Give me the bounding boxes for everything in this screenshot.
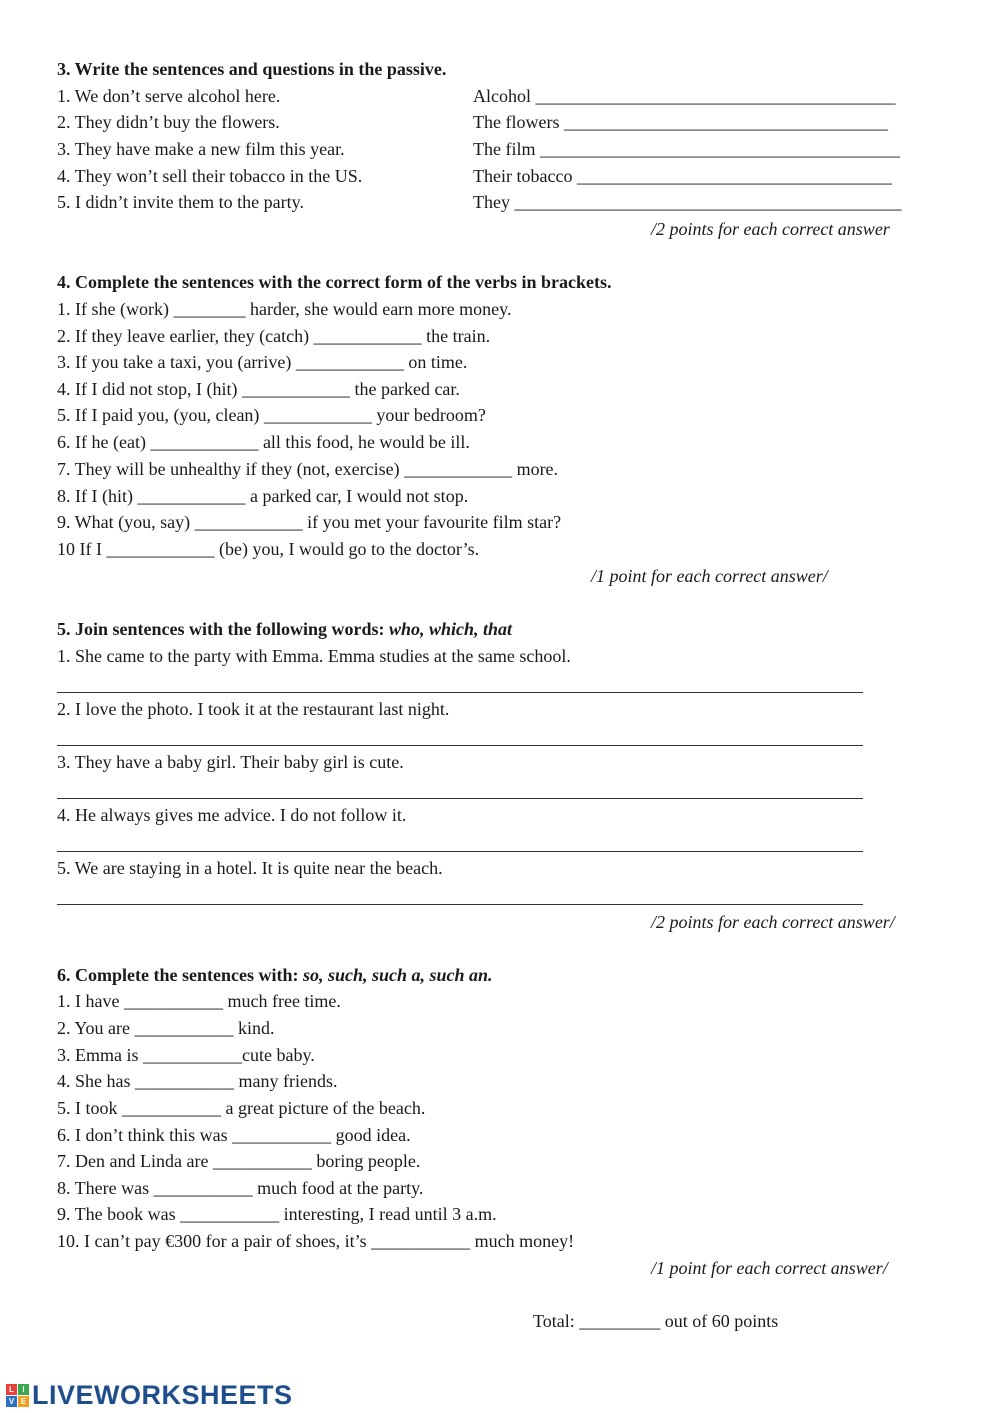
logo-mark-icon: [6, 1384, 29, 1407]
passive-sentence-4: 4. They won’t sell their tobacco in the US.: [57, 166, 363, 186]
logo-letter-i: I: [18, 1384, 29, 1395]
join-answer-line-4[interactable]: [57, 851, 863, 852]
so-such-item-2[interactable]: 2. You are ___________ kind.: [57, 1018, 275, 1038]
section-5-title: [57, 618, 512, 640]
join-item-5: 5. We are staying in a hotel. It is quite near the beach.: [57, 858, 443, 878]
conditional-item-3[interactable]: 3. If you take a taxi, you (arrive) ____________ on time.: [57, 352, 468, 372]
section-5-title-text: 5. Join sentences with the following words:: [57, 619, 389, 639]
passive-answer-3[interactable]: The film ________________________________________: [473, 139, 900, 159]
conditional-item-2[interactable]: 2. If they leave earlier, they (catch) ____________ the train.: [57, 326, 491, 346]
passive-answer-4[interactable]: Their tobacco ___________________________________: [473, 166, 892, 186]
passive-answer-1[interactable]: Alcohol ________________________________________: [473, 86, 896, 106]
conditional-item-5[interactable]: 5. If I paid you, (you, clean) ____________ your bedroom?: [57, 405, 486, 425]
logo-letter-v: V: [6, 1396, 17, 1407]
passive-sentence-3: 3. They have make a new film this year.: [57, 139, 345, 159]
conditional-item-10[interactable]: 10 If I ____________ (be) you, I would go to the doctor’s.: [57, 539, 480, 559]
join-item-1: 1. She came to the party with Emma. Emma studies at the same school.: [57, 646, 571, 666]
join-answer-line-1[interactable]: [57, 692, 863, 693]
section-5-title-words: who, which, that: [389, 619, 513, 639]
passive-sentence-5: 5. I didn’t invite them to the party.: [57, 192, 304, 212]
join-answer-line-2[interactable]: [57, 745, 863, 746]
join-answer-line-3[interactable]: [57, 798, 863, 799]
join-item-2: 2. I love the photo. I took it at the restaurant last night.: [57, 699, 450, 719]
conditional-item-9[interactable]: 9. What (you, say) ____________ if you met your favourite film star?: [57, 512, 562, 532]
join-item-4: 4. He always gives me advice. I do not follow it.: [57, 805, 407, 825]
so-such-item-8[interactable]: 8. There was ___________ much food at the party.: [57, 1178, 424, 1198]
so-such-item-6[interactable]: 6. I don’t think this was ___________ good idea.: [57, 1125, 411, 1145]
conditional-item-8[interactable]: 8. If I (hit) ____________ a parked car, I would not stop.: [57, 486, 469, 506]
section-6-title: [57, 964, 493, 986]
logo-letter-e: E: [18, 1396, 29, 1407]
section-3-title: 3. Write the sentences and questions in the passive.: [57, 59, 447, 79]
section-6-title-words: so, such, such a, such an.: [302, 965, 493, 985]
logo-letter-l: L: [6, 1384, 17, 1395]
section-6-title-text: 6. Complete the sentences with:: [57, 965, 303, 985]
passive-answer-5[interactable]: They ___________________________________________: [473, 192, 902, 212]
join-item-3: 3. They have a baby girl. Their baby girl is cute.: [57, 752, 404, 772]
logo-wordmark: LIVEWORKSHEETS: [32, 1380, 293, 1410]
conditional-item-1[interactable]: 1. If she (work) ________ harder, she would earn more money.: [57, 299, 512, 319]
section-4-title: 4. Complete the sentences with the correct form of the verbs in brackets.: [57, 272, 612, 292]
so-such-item-4[interactable]: 4. She has ___________ many friends.: [57, 1071, 338, 1091]
so-such-item-3[interactable]: 3. Emma is ___________cute baby.: [57, 1045, 315, 1065]
conditional-item-6[interactable]: 6. If he (eat) ____________ all this food, he would be ill.: [57, 432, 470, 452]
passive-sentence-2: 2. They didn’t buy the flowers.: [57, 112, 280, 132]
join-answer-line-5[interactable]: [57, 904, 863, 905]
section-6-points: /1 point for each correct answer/: [651, 1258, 888, 1278]
so-such-item-10[interactable]: 10. I can’t pay €300 for a pair of shoes, it’s ___________ much money!: [57, 1231, 575, 1251]
conditional-item-4[interactable]: 4. If I did not stop, I (hit) ____________ the parked car.: [57, 379, 460, 399]
conditional-item-7[interactable]: 7. They will be unhealthy if they (not, exercise) ____________ more.: [57, 459, 559, 479]
so-such-item-1[interactable]: 1. I have ___________ much free time.: [57, 991, 341, 1011]
section-4-points: /1 point for each correct answer/: [591, 566, 828, 586]
passive-answer-2[interactable]: The flowers ____________________________________: [473, 112, 888, 132]
so-such-item-5[interactable]: 5. I took ___________ a great picture of the beach.: [57, 1098, 426, 1118]
passive-sentence-1: 1. We don’t serve alcohol here.: [57, 86, 281, 106]
liveworksheets-logo: [6, 1380, 293, 1411]
so-such-item-7[interactable]: 7. Den and Linda are ___________ boring people.: [57, 1151, 421, 1171]
total-score[interactable]: Total: _________ out of 60 points: [533, 1311, 779, 1331]
section-5-points: /2 points for each correct answer/: [651, 912, 895, 932]
so-such-item-9[interactable]: 9. The book was ___________ interesting, I read until 3 a.m.: [57, 1204, 497, 1224]
section-3-points: /2 points for each correct answer: [651, 219, 890, 239]
